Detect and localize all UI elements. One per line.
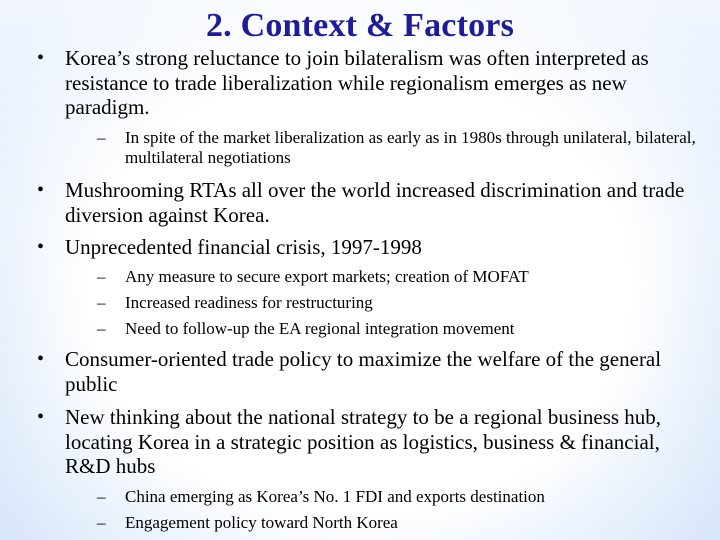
bullet-marker: • [37,236,45,258]
bullet-item [37,178,705,227]
sub-bullet-item [97,293,710,313]
sub-bullet-marker: – [97,513,106,532]
sub-bullet-marker: – [97,293,106,312]
bullet-text: Korea’s strong reluctance to join bilateralism was often interpreted as resistance to trade liberalization while regionalism emerges as new paradigm. [65,46,649,119]
bullet-text: Unprecedented financial crisis, 1997-1998 [65,235,422,259]
bullet-marker: • [37,406,45,428]
bullet-item [37,235,705,260]
sub-bullet-item [97,513,710,533]
sub-bullet-text: China emerging as Korea’s No. 1 FDI and exports destination [125,487,545,506]
sub-bullet-text: Any measure to secure export markets; creation of MOFAT [125,267,529,286]
sub-bullet-marker: – [97,128,106,147]
sub-bullet-item [97,487,710,507]
sub-bullet-marker: – [97,319,106,338]
sub-bullet-item [97,319,710,339]
slide-title: 2. Context & Factors [205,7,515,44]
sub-bullet-marker: – [97,487,106,506]
bullet-text: New thinking about the national strategy to be a regional business hub, locating Korea in a strategic position as logistics, business & financial, R&D hubs [65,405,662,478]
sub-bullet-item [97,128,710,168]
bullet-text: Mushrooming RTAs all over the world increased discrimination and trade diversion against Korea. [65,178,685,227]
sub-bullet-item [97,267,710,287]
bullet-marker: • [37,47,45,69]
sub-bullet-text: Increased readiness for restructuring [125,293,373,312]
bullet-marker: • [37,348,45,370]
bullet-text: Consumer-oriented trade policy to maximize the welfare of the general public [65,347,662,396]
bullet-item [37,405,705,479]
bullet-item [37,46,705,120]
bullet-item [37,347,705,396]
bullet-marker: • [37,179,45,201]
sub-bullet-text: In spite of the market liberalization as early as in 1980s through unilateral, bilateral, multilateral negotiations [125,128,696,167]
sub-bullet-marker: – [97,267,106,286]
sub-bullet-text: Need to follow-up the EA regional integration movement [125,319,515,338]
sub-bullet-text: Engagement policy toward North Korea [125,513,398,532]
